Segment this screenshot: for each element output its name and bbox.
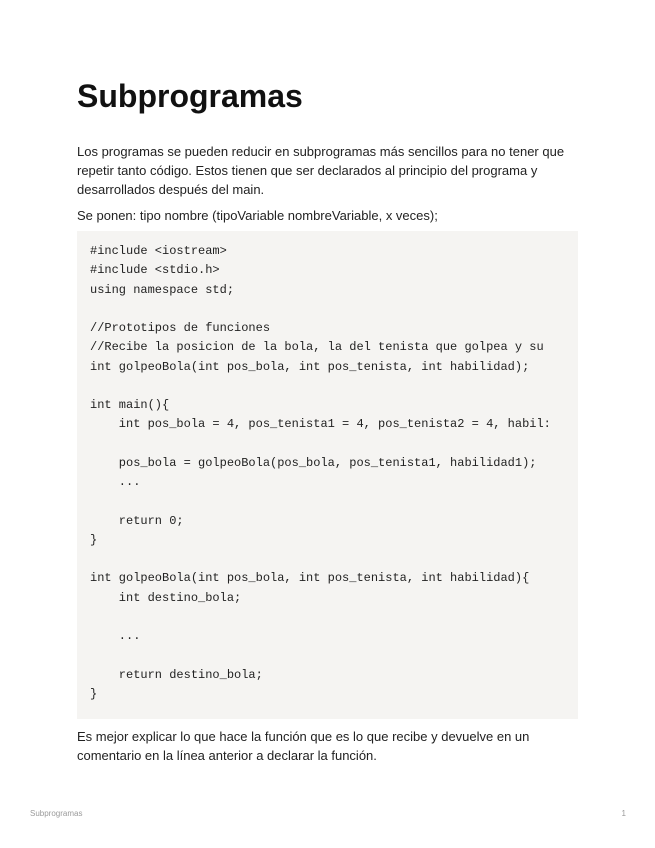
- code-line: int golpeoBola(int pos_bola, int pos_tenista, int habilidad){: [90, 571, 530, 586]
- closing-paragraph: Es mejor explicar lo que hace la función que es lo que recibe y devuelve en un comentario en la línea anterior a declarar la función.: [77, 729, 530, 763]
- syntax-paragraph: Se ponen: tipo nombre (tipoVariable nombreVariable, x veces);: [77, 208, 438, 223]
- code-block: [77, 231, 578, 719]
- code-line: [90, 377, 578, 396]
- code-line: [90, 435, 578, 454]
- code-line: [90, 608, 578, 627]
- code-line: [90, 300, 578, 319]
- code-line: }: [90, 686, 98, 701]
- code-line: int pos_bola = 4, pos_tenista1 = 4, pos_tenista2 = 4, habil:: [90, 417, 551, 432]
- code-line: return destino_bola;: [90, 667, 263, 682]
- page-title: Subprogramas: [77, 78, 303, 114]
- code-line: #include <iostream>: [90, 244, 227, 258]
- code-line: int golpeoBola(int pos_bola, int pos_tenista, int habilidad);: [90, 359, 530, 374]
- footer-page-number: 1: [621, 809, 626, 818]
- code-line: ...: [90, 475, 141, 489]
- code-line: //Prototipos de funciones: [90, 321, 271, 335]
- code-line: pos_bola = golpeoBola(pos_bola, pos_tenista1, habilidad1);: [90, 455, 537, 470]
- code-line: //Recibe la posicion de la bola, la del tenista que golpea y su: [90, 340, 544, 355]
- footer-section-name: Subprogramas: [30, 809, 83, 818]
- code-line: int destino_bola;: [90, 590, 242, 605]
- code-line: [90, 492, 578, 511]
- intro-paragraph: Los programas se pueden reducir en subprogramas más sencillos para no tener que repetir tanto código. Estos tienen que ser declarados al principio del programa y desarrollados después del main.: [77, 144, 565, 197]
- code-line: return 0;: [90, 513, 184, 528]
- code-line: ...: [90, 629, 141, 643]
- code-line: }: [90, 532, 98, 547]
- code-line: int main(){: [90, 398, 170, 412]
- code-line: [90, 550, 578, 569]
- code-line: [90, 646, 578, 665]
- code-line: #include <stdio.h>: [90, 263, 220, 278]
- code-line: using namespace std;: [90, 282, 235, 297]
